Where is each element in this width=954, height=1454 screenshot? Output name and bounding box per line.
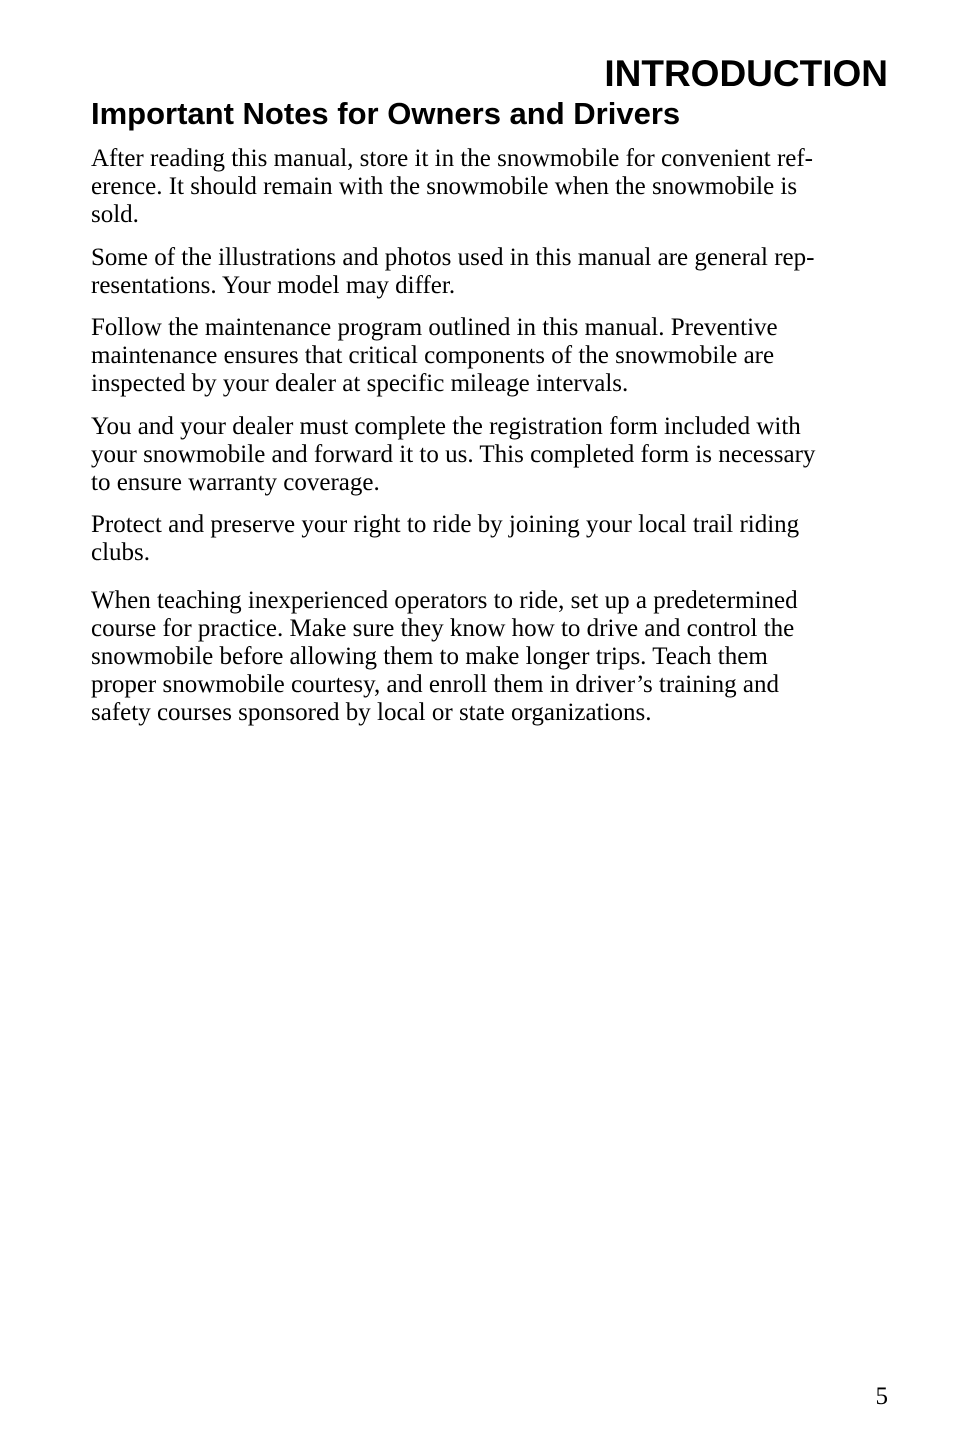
text-line: inspected by your dealer at specific mileage intervals. (91, 370, 629, 397)
text-line: safety courses sponsored by local or state organizations. (91, 699, 652, 726)
text-line: resentations. Your model may differ. (91, 272, 456, 299)
text-line: When teaching inexperienced operators to ride, set up a predetermined (91, 587, 798, 614)
paragraph-store-manual (91, 145, 891, 229)
text-line: erence. It should remain with the snowmobile when the snowmobile is (91, 173, 798, 200)
text-line: your snowmobile and forward it to us. This completed form is necessary (91, 441, 816, 468)
text-line: You and your dealer must complete the registration form included with (91, 413, 801, 440)
text-line: After reading this manual, store it in the snowmobile for convenient ref- (91, 145, 814, 172)
section-title: INTRODUCTION (604, 53, 888, 94)
text-line: to ensure warranty coverage. (91, 469, 380, 496)
text-line: clubs. (91, 539, 151, 566)
paragraph-trail-clubs (91, 511, 891, 567)
text-line: Some of the illustrations and photos used in this manual are general rep- (91, 244, 815, 271)
text-line: snowmobile before allowing them to make longer trips. Teach them (91, 643, 768, 670)
page-number: 5 (875, 1383, 888, 1410)
paragraph-teaching-operators (91, 587, 891, 727)
paragraph-illustrations (91, 244, 891, 300)
text-line: Follow the maintenance program outlined in this manual. Preventive (91, 314, 778, 341)
text-line: Protect and preserve your right to ride by joining your local trail riding (91, 511, 800, 538)
paragraph-registration (91, 413, 891, 497)
text-line: proper snowmobile courtesy, and enroll them in driver’s training and (91, 671, 780, 698)
page-heading: Important Notes for Owners and Drivers (91, 96, 681, 131)
text-line: sold. (91, 201, 139, 228)
paragraph-maintenance (91, 314, 891, 398)
text-line: maintenance ensures that critical components of the snowmobile are (91, 342, 775, 369)
text-line: course for practice. Make sure they know how to drive and control the (91, 615, 795, 642)
